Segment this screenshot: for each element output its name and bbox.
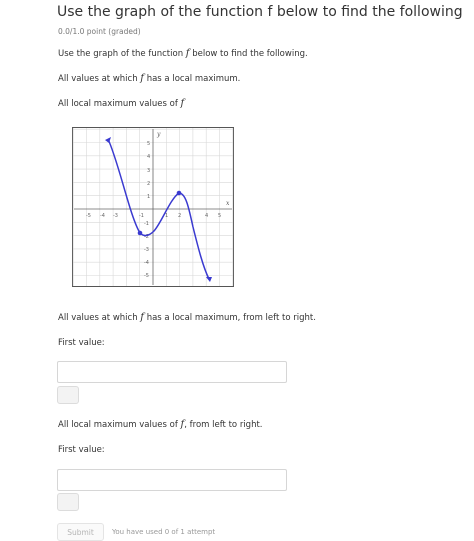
attempts-status: You have used 0 of 1 attempt [112,528,216,536]
y-tick-label: 4 [147,154,151,160]
part1-first-value-input[interactable] [57,361,287,383]
x-tick-label: -5 [86,213,91,219]
local-min-point [138,231,143,236]
part1-check-button[interactable] [57,386,79,404]
points-status: 0.0/1.0 point (graded) [58,27,141,36]
part1-label: All values at which f has a local maximum, from left to right. [58,312,316,323]
x-tick-label: -3 [113,213,118,219]
y-tick-label: -2 [144,234,149,240]
y-tick-label: 5 [147,141,151,147]
x-axis-label: x [226,200,230,207]
x-tick-label: 4 [205,213,209,219]
x-tick-label: -1 [139,213,144,219]
part1-first-value-label: First value: [58,338,105,348]
function-graph [72,127,234,287]
part2-check-button[interactable] [57,493,79,511]
y-tick-label: -3 [144,247,149,253]
y-tick-label: 1 [147,194,151,200]
task-local-max-values: All local maximum values of f [58,98,185,109]
y-tick-label: 3 [147,168,151,174]
y-tick-label: -5 [144,273,149,279]
problem-title: Use the graph of the function f below to find the following [57,4,463,20]
task-local-max-x: All values at which f has a local maximum. [58,73,241,84]
y-tick-label: -1 [144,221,149,227]
x-tick-label: 2 [178,213,182,219]
y-axis-label: y [157,131,161,138]
x-tick-label: -4 [100,213,105,219]
y-tick-label: 2 [147,181,151,187]
part2-label: All local maximum values of f, from left to right. [58,419,263,430]
x-tick-label: 5 [218,213,222,219]
part2-first-value-label: First value: [58,445,105,455]
submit-button[interactable]: Submit [57,523,104,541]
y-tick-label: -4 [144,260,149,266]
problem-intro: Use the graph of the function f below to find the following. [58,48,308,59]
part2-first-value-input[interactable] [57,469,287,491]
local-max-point [177,191,182,196]
x-tick-label: 1 [165,213,169,219]
